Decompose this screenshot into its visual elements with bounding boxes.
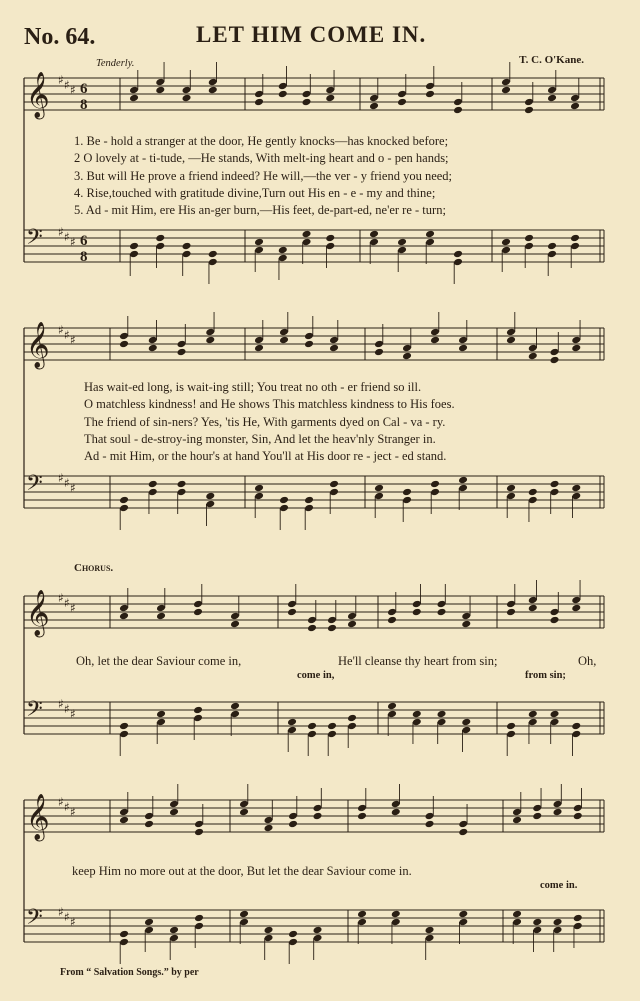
note-head	[573, 914, 583, 923]
note-head	[325, 234, 335, 243]
note-head	[374, 348, 384, 357]
verse-1-line-b: Has wait-ed long, is wait-ing still; You treat no oth - er friend so ill.	[84, 380, 422, 394]
note-head	[230, 620, 240, 629]
note-head	[327, 722, 337, 731]
verse-4-line-a: 4. Rise,touched with gratitude divine,Turn out His en - e - my and thine;	[74, 185, 436, 200]
sharp-icon: ♯	[58, 73, 64, 87]
bass-clef-icon: 𝄢	[26, 471, 43, 501]
note-head	[458, 828, 468, 837]
note-head	[287, 608, 297, 617]
note-head	[412, 608, 422, 617]
note-head	[264, 926, 274, 935]
note-head	[571, 604, 581, 613]
note-head	[254, 98, 264, 107]
time-signature-top: 6	[80, 81, 88, 97]
note-head	[550, 710, 560, 719]
note-head	[506, 722, 516, 731]
note-head	[573, 812, 583, 821]
note-head	[461, 718, 471, 727]
note-head	[287, 718, 297, 727]
note-head	[169, 808, 179, 817]
note-head	[402, 488, 412, 497]
time-signature-top: 6	[80, 233, 88, 249]
note-head	[571, 344, 581, 353]
note-head	[119, 722, 129, 731]
note-head	[437, 608, 447, 617]
note-head	[193, 706, 203, 715]
note-head	[425, 230, 435, 239]
note-head	[325, 94, 335, 103]
note-head	[528, 352, 538, 361]
note-head	[327, 624, 337, 633]
bass-clef-icon: 𝄢	[26, 905, 43, 935]
note-head	[279, 496, 289, 505]
note-head	[304, 340, 314, 349]
note-head	[182, 94, 192, 103]
sharp-icon: ♯	[64, 702, 70, 716]
hymn-number: No. 64.	[24, 24, 96, 50]
note-head	[119, 816, 129, 825]
note-head	[570, 102, 580, 111]
sharp-icon: ♯	[64, 476, 70, 490]
note-head	[208, 86, 218, 95]
note-head	[571, 484, 581, 493]
note-head	[304, 496, 314, 505]
note-head	[169, 926, 179, 935]
note-head	[194, 828, 204, 837]
chorus-line1-c: Oh,	[578, 654, 597, 668]
note-head	[313, 812, 323, 821]
sharp-icon: ♯	[58, 225, 64, 239]
note-head	[512, 816, 522, 825]
note-head	[193, 608, 203, 617]
note-head	[571, 722, 581, 731]
note-head	[288, 930, 298, 939]
note-head	[425, 926, 435, 935]
verse-5-line-b: Ad - mit Him, or the hour's at hand You'll at His door re - ject - ed stand.	[84, 449, 447, 464]
note-head	[553, 918, 563, 927]
note-head	[506, 608, 516, 617]
note-head	[156, 710, 166, 719]
note-head	[208, 250, 218, 259]
verse-1-line-a: 1. Be - hold a stranger at the door, He gently knocks—has knocked before;	[74, 134, 449, 148]
chorus-echo-3: come in.	[540, 880, 578, 891]
note-head	[524, 106, 534, 115]
bass-clef-icon: 𝄢	[26, 225, 43, 255]
note-head	[570, 234, 580, 243]
hymn-title: LET HIM COME IN.	[196, 22, 427, 47]
time-signature-bottom: 8	[80, 249, 88, 265]
note-head	[547, 94, 557, 103]
note-head	[119, 340, 129, 349]
tempo-marking: Tenderly.	[96, 58, 135, 69]
sharp-icon: ♯	[70, 333, 76, 347]
verse-lyrics-part2	[84, 379, 455, 465]
note-head	[288, 820, 298, 829]
treble-clef-icon: 𝄞	[26, 794, 50, 840]
note-head	[357, 910, 367, 919]
composer-credit: T. C. O'Kane.	[519, 54, 584, 66]
note-head	[347, 714, 357, 723]
verse-4-line-b: That soul - de-stroy-ing monster, Sin, And let the heav'nly Stranger in.	[84, 431, 436, 446]
note-head	[230, 702, 240, 711]
note-head	[528, 488, 538, 497]
note-head	[129, 94, 139, 103]
note-head	[205, 336, 215, 345]
note-head	[547, 242, 557, 251]
sharp-icon: ♯	[58, 697, 64, 711]
note-head	[119, 930, 129, 939]
note-head	[156, 612, 166, 621]
bass-clef-icon: 𝄢	[26, 697, 43, 727]
note-head	[391, 910, 401, 919]
sharp-icon: ♯	[70, 235, 76, 249]
sharp-icon: ♯	[58, 471, 64, 485]
note-head	[119, 496, 129, 505]
note-head	[524, 234, 534, 243]
note-head	[144, 918, 154, 927]
note-head	[119, 612, 129, 621]
note-head	[155, 234, 165, 243]
note-head	[387, 702, 397, 711]
note-head	[254, 344, 264, 353]
verse-5-line-a: 5. Ad - mit Him, ere His an-ger burn,—His feet, de-part-ed, ne'er re - turn;	[74, 203, 446, 218]
note-head	[177, 348, 187, 357]
note-head	[532, 918, 542, 927]
note-head	[501, 86, 511, 95]
note-head	[425, 90, 435, 99]
sharp-icon: ♯	[70, 915, 76, 929]
sharp-icon: ♯	[70, 601, 76, 615]
note-head	[458, 910, 468, 919]
note-head	[254, 484, 264, 493]
note-head	[453, 106, 463, 115]
note-head	[387, 616, 397, 625]
chorus-line1-a: Oh, let the dear Saviour come in,	[76, 654, 242, 668]
note-head	[453, 250, 463, 259]
note-head	[550, 616, 560, 625]
note-head	[329, 480, 339, 489]
note-head	[501, 238, 511, 247]
note-head	[307, 624, 317, 633]
treble-clef-icon: 𝄞	[26, 322, 50, 368]
verse-lyrics-part1	[74, 133, 452, 219]
sharp-icon: ♯	[64, 910, 70, 924]
note-head	[397, 238, 407, 247]
note-head	[528, 710, 538, 719]
note-head	[425, 820, 435, 829]
note-head	[512, 910, 522, 919]
note-head	[412, 710, 422, 719]
sharp-icon: ♯	[70, 707, 76, 721]
note-head	[369, 102, 379, 111]
sharp-icon: ♯	[64, 230, 70, 244]
sharp-icon: ♯	[64, 800, 70, 814]
note-head	[506, 336, 516, 345]
note-head	[239, 808, 249, 817]
treble-clef-icon: 𝄞	[26, 72, 50, 118]
note-head	[194, 914, 204, 923]
note-head	[148, 480, 158, 489]
note-head	[302, 98, 312, 107]
sharp-icon: ♯	[70, 805, 76, 819]
chorus-line2: keep Him no more out at the door, But let the dear Saviour come in.	[72, 864, 412, 878]
note-head	[437, 710, 447, 719]
chorus-echo-1: come in,	[297, 670, 335, 681]
note-head	[461, 620, 471, 629]
sharp-icon: ♯	[64, 328, 70, 342]
note-head	[528, 604, 538, 613]
note-head	[458, 476, 468, 485]
note-head	[506, 484, 516, 493]
sharp-icon: ♯	[70, 83, 76, 97]
note-head	[369, 230, 379, 239]
note-head	[458, 344, 468, 353]
sharp-icon: ♯	[58, 591, 64, 605]
note-head	[205, 492, 215, 501]
note-head	[278, 90, 288, 99]
verse-2-line-b: O matchless kindness! and He shows This matchless kindness to His foes.	[84, 397, 455, 412]
note-head	[402, 352, 412, 361]
note-head	[254, 238, 264, 247]
note-head	[155, 86, 165, 95]
note-head	[307, 722, 317, 731]
note-head	[430, 480, 440, 489]
sharp-icon: ♯	[64, 596, 70, 610]
note-head	[329, 344, 339, 353]
sharp-icon: ♯	[58, 905, 64, 919]
note-head	[144, 820, 154, 829]
sharp-icon: ♯	[70, 481, 76, 495]
sharp-icon: ♯	[58, 795, 64, 809]
note-head	[129, 242, 139, 251]
note-head	[550, 356, 560, 365]
note-head	[302, 230, 312, 239]
note-head	[239, 910, 249, 919]
note-head	[182, 242, 192, 251]
sharp-icon: ♯	[58, 323, 64, 337]
note-head	[357, 812, 367, 821]
note-head	[264, 824, 274, 833]
chorus-echo-2: from sin;	[525, 670, 566, 681]
source-credit: From “ Salvation Songs.” by per	[60, 967, 199, 978]
note-head	[279, 336, 289, 345]
note-head	[391, 808, 401, 817]
note-head	[278, 246, 288, 255]
treble-clef-icon: 𝄞	[26, 590, 50, 636]
time-signature-bottom: 8	[80, 97, 88, 113]
note-head	[148, 344, 158, 353]
chorus-line1-b: He'll cleanse thy heart from sin;	[338, 654, 498, 668]
note-head	[177, 480, 187, 489]
note-head	[550, 480, 560, 489]
note-head	[430, 336, 440, 345]
note-head	[553, 808, 563, 817]
note-head	[532, 812, 542, 821]
verse-2-line-a: 2 O lovely at - ti-tude, —He stands, With melt-ing heart and o - pen hands;	[74, 151, 449, 166]
note-head	[313, 926, 323, 935]
sharp-icon: ♯	[64, 78, 70, 92]
note-head	[347, 620, 357, 629]
note-head	[374, 484, 384, 493]
verse-3-line-a: 3. But will He prove a friend indeed? He will,—the ver - y friend you need;	[74, 168, 453, 183]
note-head	[397, 98, 407, 107]
chorus-label: Chorus.	[74, 562, 114, 574]
verse-3-line-b: The friend of sin-ners? Yes, 'tis He, With garments dyed on Cal - va - ry.	[84, 414, 446, 429]
